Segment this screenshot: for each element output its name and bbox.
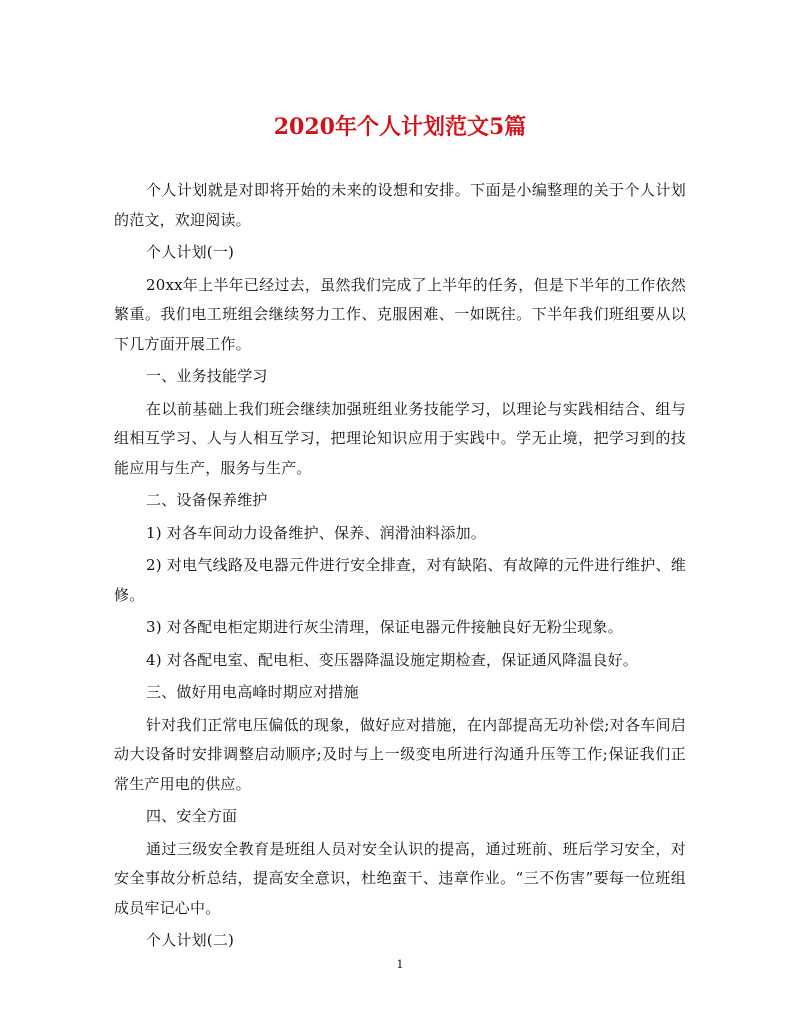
section-heading-plan-1: 个人计划(一) — [146, 243, 235, 261]
subheading-equipment-maintenance: 二、设备保养维护 — [146, 491, 268, 509]
list-item: 3) 对各配电柜定期进行灰尘清理，保证电器元件接触良好无粉尘现象。 — [146, 618, 623, 636]
list-item: 2) 对电气线路及电器元件进行安全排查，对有缺陷、有故障的元件进行维护、维修。 — [114, 556, 686, 604]
section-heading-plan-2: 个人计划(二) — [146, 931, 235, 949]
body-paragraph: 针对我们正常电压偏低的现象，做好应对措施，在内部提高无功补偿;对各车间启动大设备时安排调整启动顺序;及时与上一级变电所进行沟通升压等工作;保证我们正常生产用电的供应。 — [114, 715, 686, 793]
document-title: 2020年个人计划范文5篇 — [273, 114, 527, 140]
body-paragraph: 20xx年上半年已经过去，虽然我们完成了上半年的任务，但是下半年的工作依然繁重。我们电工班组会继续努力工作、克服困难、一如既往。下半年我们班组要从以下几方面开展工作。 — [114, 275, 686, 353]
body-paragraph: 在以前基础上我们班会继续加强班组业务技能学习，以理论与实践相结合、组与组相互学习、人与人相互学习，把理论知识应用于实践中。学无止境，把学习到的技能应用与生产，服务与生产。 — [114, 399, 686, 477]
document-body — [114, 176, 686, 959]
subheading-skills-learning: 一、业务技能学习 — [146, 367, 268, 385]
body-paragraph: 通过三级安全教育是班组人员对安全认识的提高，通过班前、班后学习安全，对安全事故分析总结，提高安全意识，杜绝蛮干、违章作业。“三不伤害”要每一位班组成员牢记心中。 — [114, 839, 686, 917]
intro-paragraph: 个人计划就是对即将开始的未来的设想和安排。下面是小编整理的关于个人计划的范文，欢迎阅读。 — [114, 181, 686, 229]
list-item: 1) 对各车间动力设备维护、保养、润滑油料添加。 — [146, 523, 486, 542]
list-item: 4) 对各配电室、配电柜、变压器降温设施定期检查，保证通风降温良好。 — [146, 650, 638, 669]
subheading-peak-power-measures: 三、做好用电高峰时期应对措施 — [146, 683, 359, 701]
subheading-safety: 四、安全方面 — [146, 807, 238, 825]
page-number: 1 — [396, 958, 404, 971]
